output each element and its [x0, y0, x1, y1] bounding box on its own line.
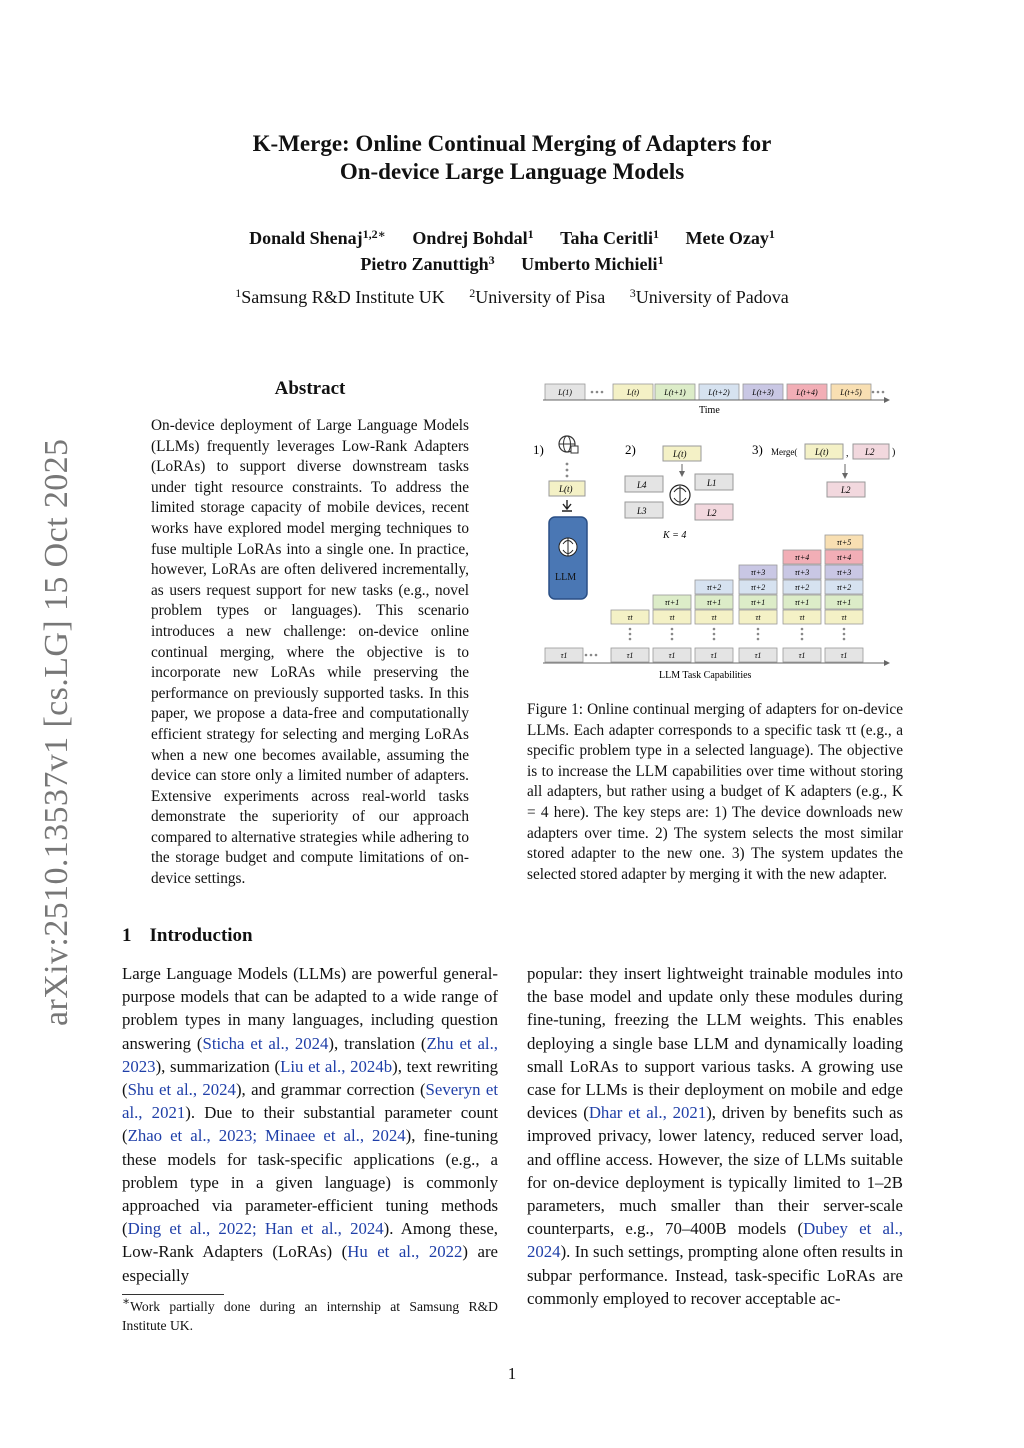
svg-text:τt: τt — [711, 613, 717, 622]
figure-caption — [527, 700, 903, 885]
ellipsis-dot — [585, 654, 588, 657]
citation-link[interactable]: Zhao et al., 2023; Minaee et al., 2024 — [127, 1126, 406, 1146]
body-text: ). Due to their substantial parameter count ( — [122, 1103, 498, 1146]
task-tau1 — [695, 648, 733, 662]
section-heading: 1 Introduction — [122, 925, 253, 946]
svg-text:τt+2: τt+2 — [836, 583, 852, 592]
affiliation-list — [0, 285, 1024, 309]
svg-text:τt+2: τt+2 — [706, 583, 722, 592]
ellipsis-dot — [629, 638, 632, 641]
intro-paragraph-right — [527, 962, 903, 1310]
task-capability — [695, 580, 733, 594]
citation-link[interactable]: Dubey et al., 2024 — [527, 1219, 903, 1262]
ellipsis-dot — [843, 628, 846, 631]
body-text: Large Language Models (LLMs) are powerful general-purpose models that can be adapted to a wide range of problem types in many languages, including question answering ( — [122, 964, 498, 1053]
svg-text:L(t+3): L(t+3) — [752, 388, 774, 397]
body-text: ), text rewriting ( — [122, 1056, 498, 1100]
svg-text:L1: L1 — [707, 478, 717, 488]
svg-text:L(t): L(t) — [815, 447, 829, 457]
author: Pietro Zanuttigh$^3$ — [360, 253, 495, 274]
task-capability — [825, 565, 863, 579]
axis-label: LLM Task Capabilities — [659, 670, 752, 681]
body-text: ), summarization ( — [155, 1056, 281, 1076]
svg-text:L(t): L(t) — [627, 388, 639, 397]
ellipsis-dot — [671, 633, 674, 636]
citation-link[interactable]: Sticha et al., 2024 — [202, 1033, 329, 1053]
body-text: ). In such settings, prompting alone often results in subpar performance. Instead, task-specific LoRAs are commonly employed to recover acceptable ac- — [527, 1242, 903, 1308]
svg-text:τt: τt — [627, 613, 633, 622]
svg-text:τ1: τ1 — [668, 651, 676, 660]
svg-text:L4: L4 — [637, 480, 647, 490]
task-capability — [825, 580, 863, 594]
svg-text:τt+3: τt+3 — [794, 568, 810, 577]
body-text: ), and grammar correction ( — [235, 1080, 426, 1100]
downloaded-adapter-box — [549, 481, 585, 496]
affiliation: $^2$University of Pisa — [469, 286, 606, 307]
footnote: ∗Work partially done during an internship at Samsung R&D Institute UK. — [122, 1294, 498, 1333]
task-capability — [739, 580, 777, 594]
task-capability — [783, 550, 821, 564]
paper-title — [0, 130, 1024, 186]
ellipsis-dot — [591, 391, 594, 394]
arxiv-identifier: arXiv:2510.13537v1 [cs.LG] 15 Oct 2025 — [38, 438, 75, 1026]
svg-text:τ1: τ1 — [840, 651, 848, 660]
svg-text:τ1: τ1 — [560, 651, 568, 660]
ellipsis-dot — [801, 638, 804, 641]
merged-adapter — [827, 482, 865, 497]
ellipsis-dot — [713, 638, 716, 641]
svg-text:LLM: LLM — [555, 572, 577, 583]
svg-text:τt+3: τt+3 — [750, 568, 766, 577]
affiliation: $^1$Samsung R&D Institute UK — [235, 286, 445, 307]
step-1-label: 1) — [533, 442, 544, 457]
merge-inputs — [805, 444, 895, 459]
task-tau1 — [653, 648, 691, 662]
svg-text:τt+1: τt+1 — [794, 598, 810, 607]
svg-text:τt: τt — [799, 613, 805, 622]
citation-link[interactable]: Shu et al., 2024 — [127, 1080, 236, 1100]
ellipsis-dot — [882, 391, 885, 394]
citation-link[interactable]: Severyn et al., 2021 — [122, 1080, 498, 1123]
ellipsis-dot — [877, 391, 880, 394]
svg-text:L(t+5): L(t+5) — [840, 388, 862, 397]
timeline-adapter — [743, 384, 783, 400]
task-capability — [653, 610, 691, 624]
task-capability — [783, 595, 821, 609]
svg-text:τ1: τ1 — [754, 651, 762, 660]
task-tau1 — [611, 648, 649, 662]
timeline-adapter — [613, 384, 653, 400]
task-capability — [739, 595, 777, 609]
svg-text:τt: τt — [841, 613, 847, 622]
task-capability — [695, 595, 733, 609]
svg-text:τ1: τ1 — [710, 651, 718, 660]
svg-text:): ) — [892, 447, 896, 458]
svg-text:τt: τt — [755, 613, 761, 622]
svg-text:L3: L3 — [637, 506, 647, 516]
adapter-timeline — [545, 384, 884, 400]
step-2-label: 2) — [625, 442, 636, 457]
svg-text:τt+1: τt+1 — [836, 598, 852, 607]
task-tau1 — [739, 648, 777, 662]
time-label: Time — [699, 405, 720, 416]
title-line-2: On-device Large Language Models — [339, 159, 685, 184]
svg-text:τt+2: τt+2 — [794, 583, 810, 592]
citation-link[interactable]: Hu et al., 2022 — [347, 1242, 463, 1262]
ellipsis-dot — [629, 633, 632, 636]
task-capability — [825, 550, 863, 564]
svg-text:L(1): L(1) — [558, 388, 572, 397]
ellipsis-dot — [671, 638, 674, 641]
task-capability — [783, 565, 821, 579]
phone-device — [549, 517, 587, 599]
ellipsis-dot — [629, 628, 632, 631]
body-text: ). Among these, Low-Rank Adapters (LoRAs) ( — [122, 1219, 498, 1262]
intro-paragraph-left — [122, 962, 498, 1287]
svg-text:τt: τt — [669, 613, 675, 622]
timeline-adapter — [699, 384, 739, 400]
citation-link[interactable]: Dhar et al., 2021 — [588, 1103, 707, 1123]
timeline-adapter — [655, 384, 695, 400]
ellipsis-dot — [843, 638, 846, 641]
task-capability — [825, 610, 863, 624]
timeline-adapter — [787, 384, 827, 400]
ellipsis-dot — [801, 633, 804, 636]
svg-text:L(t): L(t) — [673, 449, 687, 459]
globe-icon — [559, 436, 578, 453]
ellipsis-dot — [590, 654, 593, 657]
author: Taha Ceritli$^1$ — [560, 227, 659, 248]
svg-text:L(t): L(t) — [559, 484, 573, 494]
svg-text:L(t+2): L(t+2) — [708, 388, 730, 397]
caption-text: Online continual merging of adapters for on-device LLMs. Each adapter corresponds to a specific task τt (e.g., a specific problem type in a selected language). The objective is to increase the LLM capabilities over time without storing all adapters, but rather using a budget of K adapters (e.g., K = 4 here). The key steps are: 1) The device downloads new adapters over time. 2) The system selects the most similar stored adapter to the new one. 3) The system updates the selected stored adapter by merging it with the new adapter. — [527, 701, 903, 883]
step-3-label: 3) — [752, 442, 763, 457]
ellipsis-dot — [757, 633, 760, 636]
svg-text:L(t+1): L(t+1) — [664, 388, 686, 397]
svg-text:τ1: τ1 — [798, 651, 806, 660]
body-text: popular: they insert lightweight trainable modules into the base model and update only these modules during fine-tuning, freezing the LLM weights. This enables deploying a single base LLM and dynamically loading small LoRAs to support various tasks. A growing use case for LLMs is their deployment on mobile and edge devices ( — [527, 964, 903, 1123]
ellipsis-dot — [843, 633, 846, 636]
abstract-text: On-device deployment of Large Language Models (LLMs) frequently leverages Low-Rank Adapters (LoRAs) to support diverse downstream tasks under tight resource constraints. To address the limited storage capacity of mobile devices, recent works have explored model merging techniques to fuse multiple LoRAs into a single one. In practice, however, LoRAs are often delivered incrementally, as users request support for new tasks (e.g., novel problem types or languages). This scenario introduces a new challenge: on-device online continual merging, where the objective is to incorporate new LoRAs while preserving the performance on previously supported tasks. In this paper, we propose a data-free and computationally efficient strategy for selecting and merging LoRAs when a new one becomes available, assuming the device can store only a limited number of adapters. Extensive experiments across real-world tasks demonstrate the superiority of our approach compared to alternative strategies while adhering to the storage budget and compute limitations of on-device settings. — [151, 417, 469, 888]
svg-text:,: , — [846, 448, 849, 459]
ellipsis-dot — [601, 391, 604, 394]
ellipsis-dot — [872, 391, 875, 394]
svg-text:τt+2: τt+2 — [750, 583, 766, 592]
author: Ondrej Bohdal$^1$ — [412, 227, 534, 248]
author: Umberto Michieli$^1$ — [521, 253, 664, 274]
author-list — [0, 225, 1024, 277]
svg-text:τt+4: τt+4 — [794, 553, 810, 562]
author: Donald Shenaj$^{1,2∗}$ — [249, 227, 386, 248]
title-line-1: K-Merge: Online Continual Merging of Adapters for — [252, 131, 772, 156]
svg-text:τt+4: τt+4 — [836, 553, 852, 562]
timeline-adapter — [545, 384, 585, 400]
step2-new-adapter — [663, 446, 701, 461]
ellipsis-dot — [713, 628, 716, 631]
ellipsis-dot — [757, 628, 760, 631]
budget-label: K = 4 — [663, 530, 687, 541]
brain-icon — [670, 485, 690, 505]
task-tau1 — [545, 648, 583, 662]
task-tau1 — [825, 648, 863, 662]
citation-link[interactable]: Liu et al., 2024b — [280, 1056, 393, 1076]
svg-text:L2: L2 — [841, 485, 851, 495]
affiliation: $^3$University of Padova — [629, 286, 789, 307]
timeline-adapter — [831, 384, 871, 400]
footnote-rule — [122, 1294, 224, 1295]
merge-label: Merge( — [771, 447, 798, 457]
figure-1 — [527, 376, 907, 688]
svg-text:τ1: τ1 — [626, 651, 634, 660]
ellipsis-dot — [801, 628, 804, 631]
task-capability — [739, 610, 777, 624]
download-icon — [562, 500, 572, 511]
capability-stacks — [545, 535, 863, 662]
ellipsis-dot — [713, 633, 716, 636]
ellipsis-dot — [757, 638, 760, 641]
body-text: ) are especially — [122, 1242, 498, 1285]
body-text: ), translation ( — [328, 1033, 427, 1053]
task-capability — [739, 565, 777, 579]
body-text: ), fine-tuning these models for task-specific applications (e.g., a problem type in a given language) is commonly approached via parameter-efficient tuning methods ( — [122, 1126, 499, 1239]
abstract-heading: Abstract — [274, 378, 346, 399]
task-capability — [695, 610, 733, 624]
svg-text:L2: L2 — [865, 447, 875, 457]
citation-link[interactable]: Ding et al., 2022; Han et al., 2024 — [127, 1219, 384, 1239]
svg-text:τt+5: τt+5 — [836, 538, 852, 547]
author: Mete Ozay$^1$ — [685, 227, 775, 248]
task-capability — [611, 610, 649, 624]
svg-text:τt+1: τt+1 — [750, 598, 766, 607]
page-number: 1 — [507, 1364, 517, 1383]
body-text: ), driven by benefits such as improved privacy, lower latency, reduced server load, and offline access. However, the size of LLMs suitable for on-device deployment is typically limited to 1–2B parameters, much smaller than their server-scale counterparts, e.g., 70–400B models ( — [527, 1103, 903, 1239]
citation-link[interactable]: Zhu et al., 2023 — [122, 1033, 498, 1076]
task-capability — [825, 595, 863, 609]
ellipsis-dot — [596, 391, 599, 394]
task-capability — [653, 595, 691, 609]
task-capability — [783, 610, 821, 624]
ellipsis-dot — [671, 628, 674, 631]
svg-text:τt+1: τt+1 — [706, 598, 722, 607]
svg-text:τt+1: τt+1 — [664, 598, 680, 607]
ellipsis-dot — [595, 654, 598, 657]
caption-label: Figure 1: — [527, 701, 583, 718]
svg-text:L(t+4): L(t+4) — [796, 388, 818, 397]
svg-text:L2: L2 — [707, 508, 717, 518]
svg-text:τt+3: τt+3 — [836, 568, 852, 577]
task-capability — [825, 535, 863, 549]
task-tau1 — [783, 648, 821, 662]
task-capability — [783, 580, 821, 594]
